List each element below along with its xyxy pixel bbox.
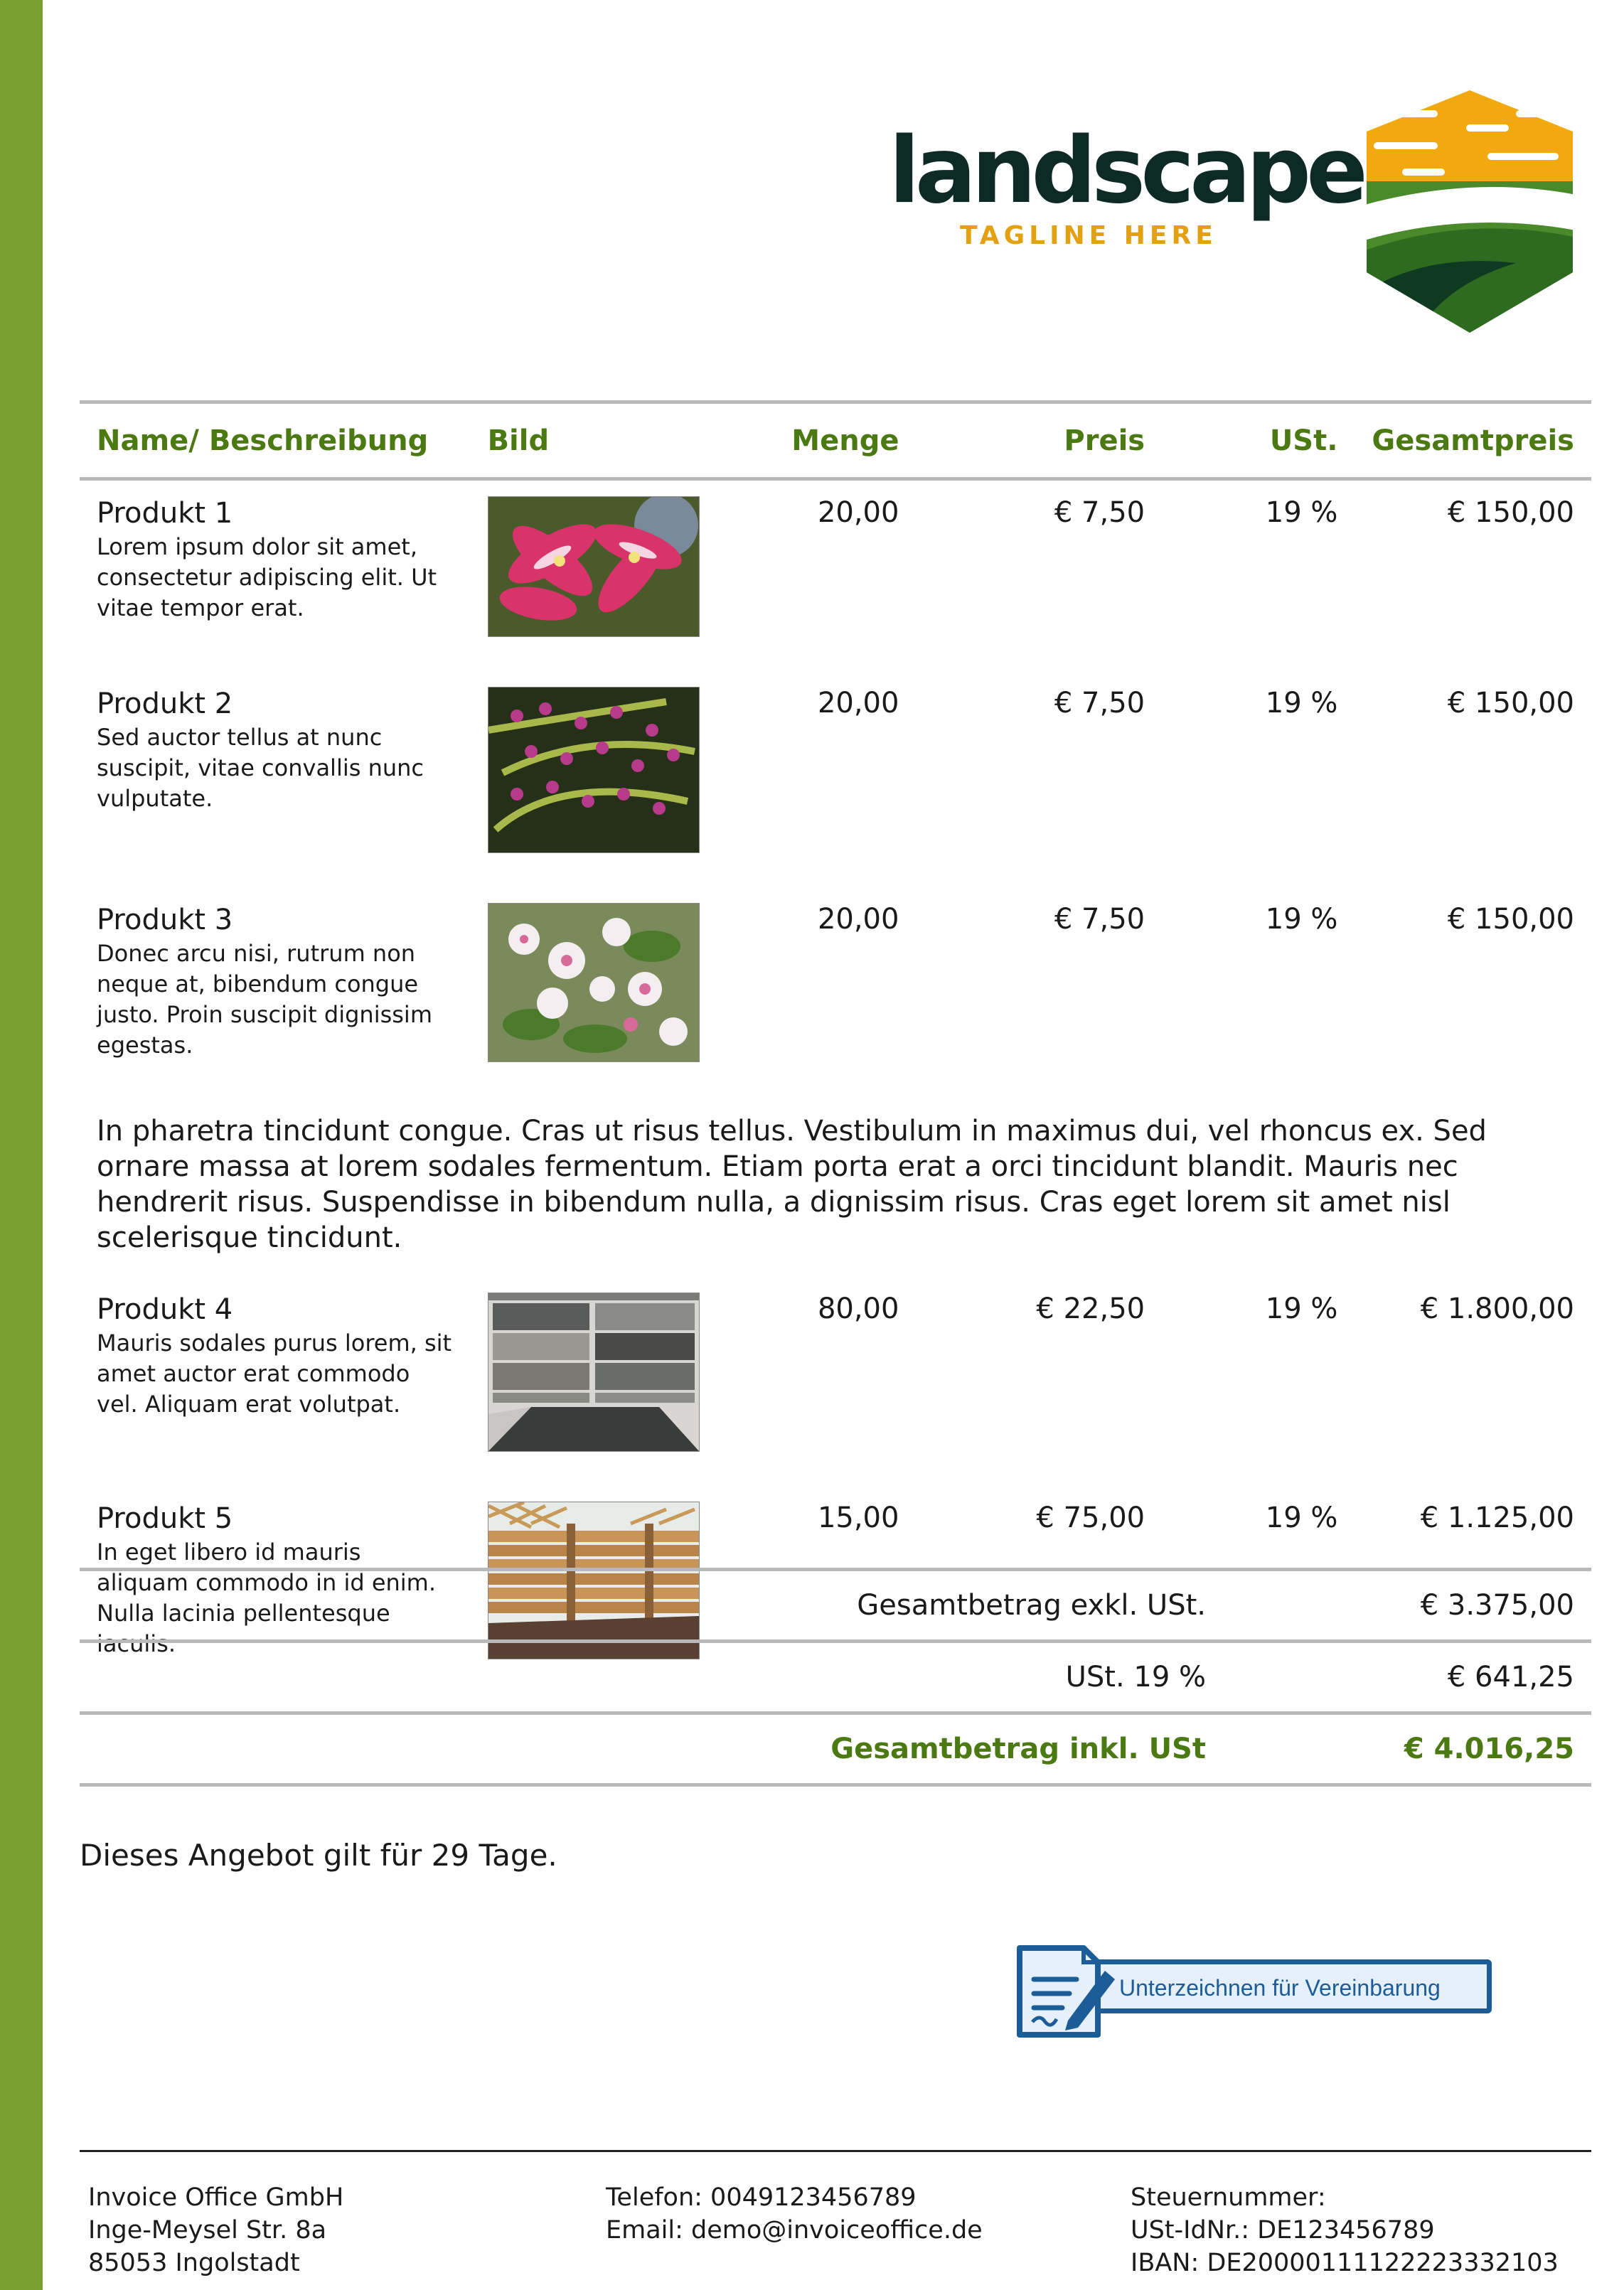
item-price: € 75,00 [1036,1502,1145,1534]
product-description: Donec arcu nisi, rutrum non neque at, bibendum congue justo. Proin suscipit dignissim egestas. [97,940,432,1059]
product-description: Mauris sodales purus lorem, sit amet auctor erat commodo vel. Aliquam erat volutpat. [97,1329,452,1418]
item-price: € 7,50 [1054,903,1145,936]
side-accent-bar [0,0,43,2290]
table-row [80,887,1591,1096]
apple-blossom-photo [488,903,700,1062]
item-vat: 19 % [1265,903,1338,936]
item-quantity: 20,00 [817,496,899,529]
offer-validity-text: Dieses Angebot gilt für 29 Tage. [80,1838,557,1873]
product-description: In eget libero id mauris aliquam commodo in id enim. Nulla lacinia pellentesque iaculis. [97,1539,437,1657]
product-description: Lorem ipsum dolor sit amet, consectetur adipiscing elit. Ut vitae tempor erat. [97,533,437,621]
header-price: Preis [916,402,1162,479]
footer-tax-number: Steuernummer: [1131,2183,1326,2212]
item-vat: 19 % [1265,496,1338,529]
header-name: Name/ Beschreibung [80,402,471,479]
item-total: € 150,00 [1447,903,1574,936]
item-price: € 7,50 [1054,687,1145,719]
footer-company-street: Inge-Meysel Str. 8a [88,2216,327,2244]
note-row [80,1096,1591,1277]
conifer-buds-photo [488,687,700,853]
gross-total-label: Gesamtbetrag inkl. USt [80,1713,1223,1785]
pink-lily-photo [488,496,700,637]
document-sign-icon [1013,1935,1119,2040]
sign-agreement-button[interactable] [1013,1935,1503,2040]
totals-gross-row [80,1713,1591,1785]
item-vat: 19 % [1265,687,1338,719]
footer-tax [1131,2181,1559,2279]
item-total: € 150,00 [1447,496,1574,529]
footer-vat-id: USt-IdNr.: DE123456789 [1131,2216,1435,2244]
vat-total-value: € 641,25 [1223,1642,1591,1713]
table-header-row [80,402,1591,479]
footer-company-city: 85053 Ingolstadt [88,2249,300,2277]
product-name: Produkt 1 [97,497,233,530]
header-total: Gesamtpreis [1355,402,1591,479]
footer-company [88,2181,343,2279]
item-vat: 19 % [1265,1293,1338,1325]
gross-total-value: € 4.016,25 [1223,1713,1591,1785]
footer-company-name: Invoice Office GmbH [88,2183,344,2212]
header-image: Bild [471,402,717,479]
net-total-label: Gesamtbetrag exkl. USt. [80,1570,1223,1642]
product-name: Produkt 3 [97,904,233,936]
landscape-emblem-icon [1359,89,1580,334]
totals-net-row [80,1570,1591,1642]
product-name: Produkt 4 [97,1293,233,1326]
item-price: € 7,50 [1054,496,1145,529]
items-table [80,400,1591,1694]
company-logo [889,89,1600,334]
item-quantity: 20,00 [817,903,899,936]
sign-button-label[interactable]: Unterzeichnen für Vereinbarung [1119,1975,1441,2001]
product-name: Produkt 5 [97,1502,233,1535]
product-description: Sed auctor tellus at nunc suscipit, vitae convallis nunc vulputate. [97,724,424,812]
item-total: € 1.125,00 [1420,1502,1574,1534]
paving-tiles-photo [488,1293,700,1452]
header-quantity: Menge [717,402,917,479]
item-total: € 1.800,00 [1420,1293,1574,1325]
table-row [80,1277,1591,1486]
totals-vat-row [80,1642,1591,1713]
table-note: In pharetra tincidunt congue. Cras ut risus tellus. Vestibulum in maximus dui, vel rhoncus ex. Sed ornare massa at lorem sodales fermentum. Etiam porta erat a orci tincidunt blandit. Mauris nec hendrerit risus. Suspendisse in bibendum nulla, a dignissim risus. Cras eget lorem sit amet nisl scelerisque tincidunt. [97,1115,1487,1254]
item-quantity: 20,00 [817,687,899,719]
footer-contact [606,2181,983,2247]
product-name: Produkt 2 [97,687,233,720]
item-vat: 19 % [1265,1502,1338,1534]
footer-iban: IBAN: DE20000111122223332103 [1131,2249,1559,2277]
item-price: € 22,50 [1036,1293,1145,1325]
footer-phone: Telefon: 0049123456789 [606,2183,917,2212]
item-quantity: 15,00 [817,1502,899,1534]
net-total-value: € 3.375,00 [1223,1570,1591,1642]
header-vat: USt. [1162,402,1355,479]
table-row [80,479,1591,672]
logo-wordmark: landscape [889,118,1363,224]
item-quantity: 80,00 [817,1293,899,1325]
table-row [80,671,1591,887]
item-total: € 150,00 [1447,687,1574,719]
footer-divider [80,2150,1591,2152]
totals-table [80,1568,1591,1787]
footer-email: Email: demo@invoiceoffice.de [606,2216,983,2244]
logo-tagline: TAGLINE HERE [960,221,1217,250]
vat-total-label: USt. 19 % [80,1642,1223,1713]
